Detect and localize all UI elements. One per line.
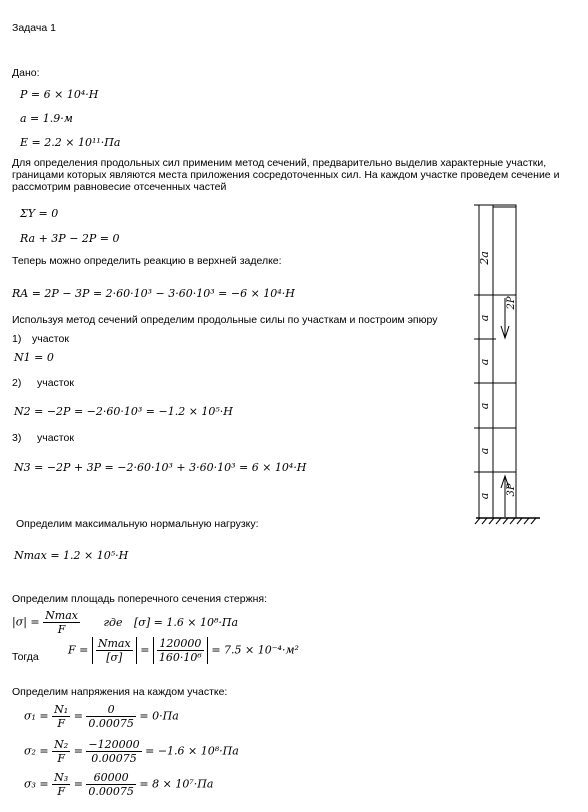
section-2-equation: N2 = −2P = −2·60·10³ = −1.2 × 10⁵·H — [14, 405, 233, 418]
given-p: P = 6 × 10⁴·H — [20, 88, 99, 101]
rod — [493, 205, 516, 518]
allowed-stress: [σ] = 1.6 × 10⁸·Па — [134, 615, 239, 629]
sections-text: Используя метод сечений определим продольные силы по участкам и построим эпюру — [12, 314, 438, 326]
area-condition: |σ| = $\frac{Nmax}{F}$ где [σ] = 1.6 × 10⁸·Па — [12, 609, 239, 636]
max-load-text: Определим максимальную нормальную нагрузку: — [16, 518, 259, 530]
section-2-num: 2) — [12, 377, 22, 389]
nmax-equation: Nmax = 1.2 × 10⁵·H — [14, 549, 129, 562]
ground-hatch — [475, 518, 536, 524]
force-2p-label: 2P — [506, 296, 517, 310]
intro-paragraph: Для определения продольных сил применим метод сечений, предварительно выделив характерные участки, границами которых являются места приложения сосредоточенных сил. На каждом участке проведем сечение и рассмотрим равновесие отсеченных частей — [12, 157, 560, 193]
stress-text: Определим напряжения на каждом участке: — [12, 686, 228, 698]
section-3-label: участок — [37, 432, 74, 444]
dim-label-a5: a — [478, 492, 491, 500]
dim-label-a3: a — [478, 402, 491, 410]
area-text: Определим площадь поперечного сечения стержня: — [12, 593, 268, 605]
sum-equation: ΣY = 0 — [20, 207, 59, 220]
force-3p-label: 3P — [506, 483, 517, 497]
stress-1-equation: σ₁ = $\frac{\text{N₁}}{F}$ = $\frac{0}{0.00075}$ = 0·Па — [24, 703, 179, 730]
section-1-num: 1) — [12, 333, 22, 345]
task-title: Задача 1 — [12, 22, 56, 34]
given-label: Дано: — [12, 67, 40, 79]
balance-equation: Ra + 3P − 2P = 0 — [20, 232, 120, 245]
area-equation: F = $\frac{Nmax}{[\sigma]}$ = $\frac{120000}{\text{160·10⁶}}$ = 7.5 × 10⁻⁴·м² — [68, 637, 299, 664]
where-label: где — [103, 615, 123, 629]
then-label: Тогда — [12, 651, 39, 663]
dim-label-a1: a — [478, 314, 491, 322]
nmax-over-f: $\frac{Nmax}{F}$ — [45, 609, 78, 636]
section-1-label: участок — [32, 333, 69, 345]
abs-sigma: |σ| — [12, 615, 27, 629]
section-2-label: участок — [37, 377, 74, 389]
given-e: E = 2.2 × 10¹¹·Па — [20, 136, 121, 149]
dim-label-2a: 2a — [478, 251, 491, 265]
reaction-text: Теперь можно определить реакцию в верхней заделке: — [12, 255, 282, 267]
section-3-equation: N3 = −2P + 3P = −2·60·10³ + 3·60·10³ = 6 × 10⁴·H — [14, 461, 307, 474]
section-1-equation: N1 = 0 — [14, 351, 54, 364]
given-a: a = 1.9·м — [20, 112, 73, 125]
reaction-equation: RA = 2P − 3P = 2·60·10³ − 3·60·10³ = −6 × 10⁴·H — [12, 287, 295, 300]
dim-label-a2: a — [478, 358, 491, 366]
stress-3-equation: σ₃ = $\frac{\text{N₃}}{F}$ = $\frac{60000}{0.00075}$ = 8 × 10⁷·Па — [24, 771, 214, 798]
dim-label-a4: a — [478, 447, 491, 455]
stress-2-equation: σ₂ = $\frac{\text{N₂}}{F}$ = $\frac{-120000}{0.00075}$ = −1.6 × 10⁸·Па — [24, 738, 239, 765]
section-3-num: 3) — [12, 432, 22, 444]
